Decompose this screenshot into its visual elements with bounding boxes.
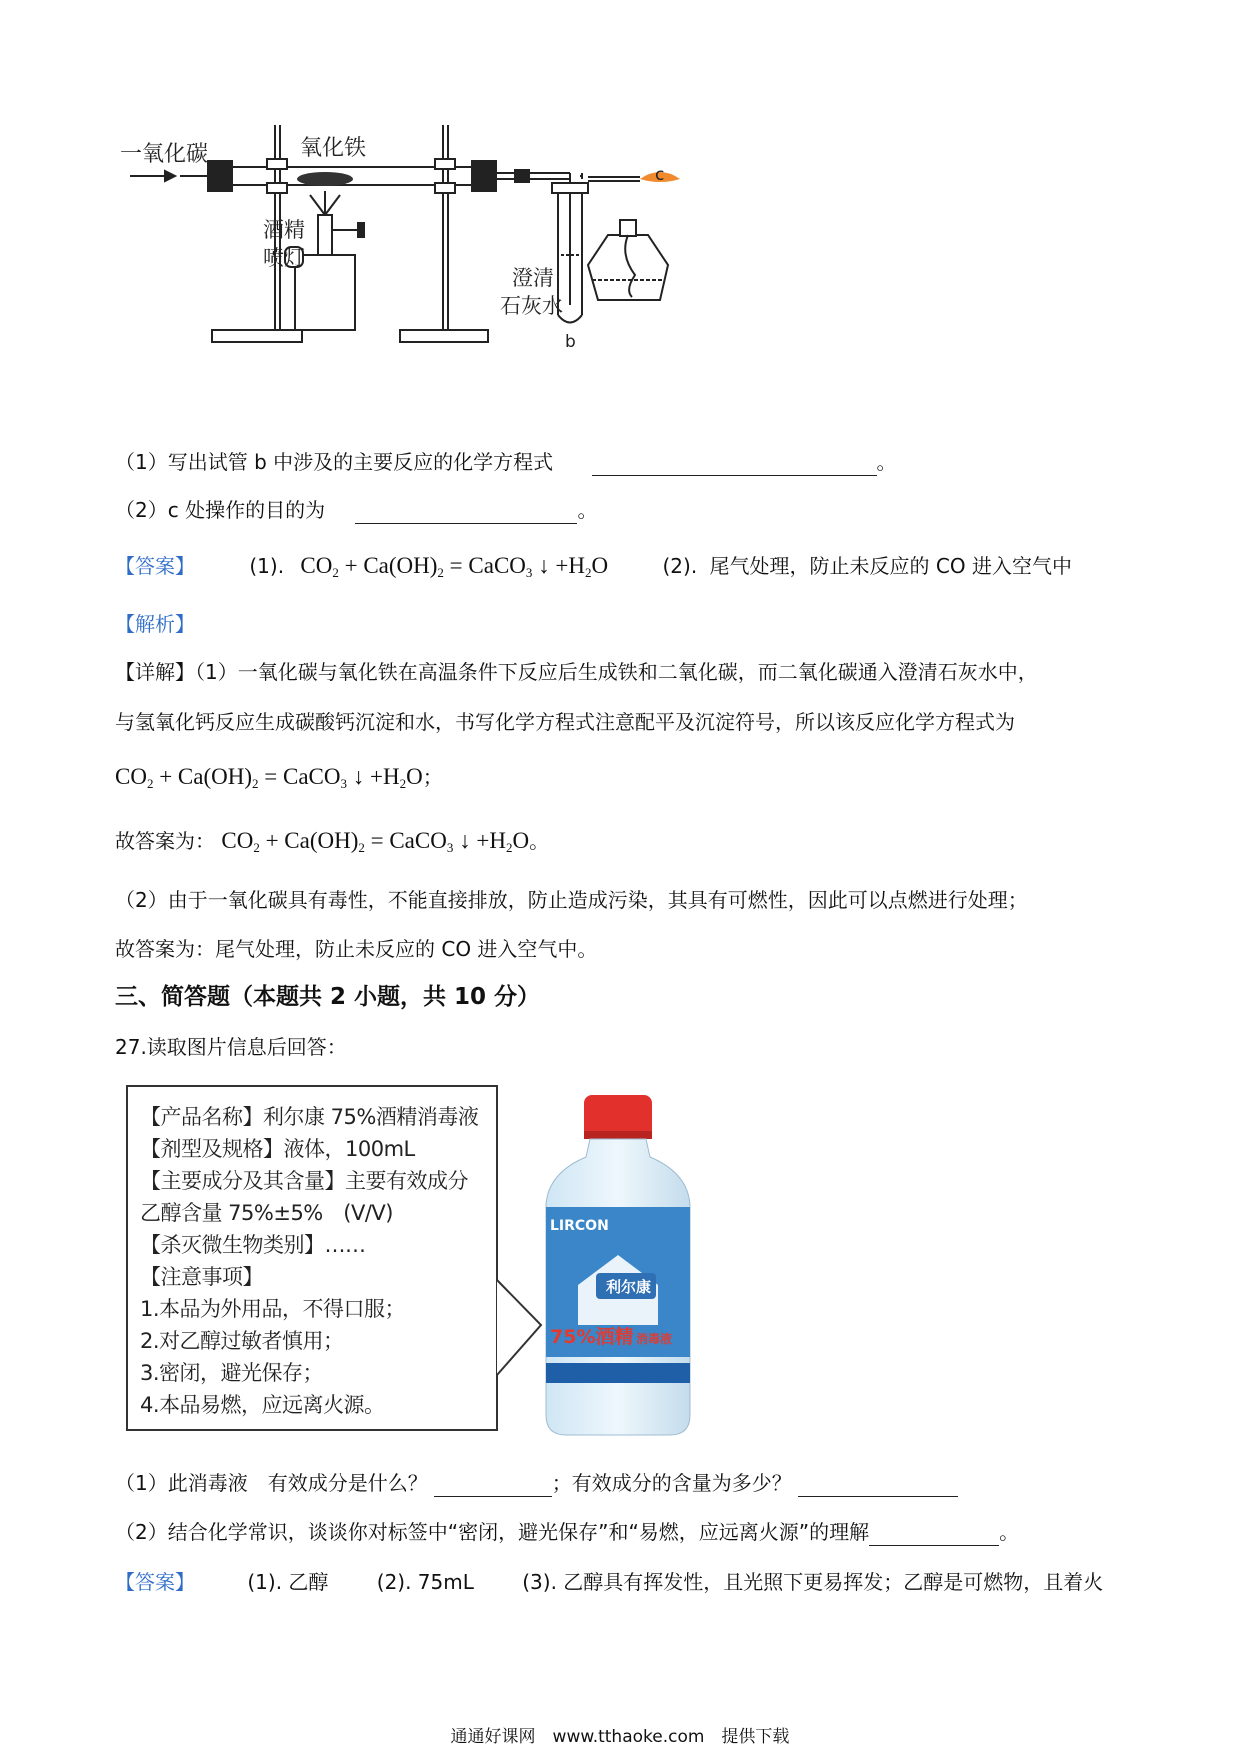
detail-line-1: 【详解】（1）一氧化碳与氧化铁在高温条件下反应后生成铁和二氧化碳，而二氧化碳通入澄清石灰水中， bbox=[115, 660, 1038, 684]
label-row-1: 【产品名称】利尔康 75%酒精消毒液 bbox=[140, 1105, 479, 1129]
label-c: c bbox=[655, 165, 665, 185]
bottle-product-suffix: 消毒液 bbox=[636, 1332, 673, 1346]
label-b: b bbox=[565, 332, 576, 352]
answer-row-2: 【答案】 (1). 乙醇 (2). 75mL (3). 乙醇具有挥发性，且光照下更易挥发；乙醇是可燃物，且着火 bbox=[115, 1570, 1104, 1594]
label-limewater-1: 澄清 bbox=[512, 266, 554, 290]
section-3-heading: 三、简答题（本题共 2 小题，共 10 分） bbox=[115, 984, 541, 1010]
label-row-9: 3.密闭，避光保存； bbox=[140, 1361, 324, 1385]
label-lamp-1: 酒精 bbox=[263, 218, 305, 242]
label-row-3: 【主要成分及其含量】主要有效成分 bbox=[140, 1169, 468, 1193]
detail-line-6: 故答案为：尾气处理，防止未反应的 CO 进入空气中。 bbox=[115, 937, 598, 961]
label-row-5: 【杀灭微生物类别】…… bbox=[140, 1233, 366, 1257]
answer-tag: 【答案】 bbox=[115, 554, 195, 578]
label-row-4: 乙醇含量 75%±5% (V/V) bbox=[140, 1201, 393, 1225]
detail-line-5: （2）由于一氧化碳具有毒性，不能直接排放，防止造成污染，其具有可燃性，因此可以点燃进行处理； bbox=[115, 888, 1028, 912]
label-carbon-monoxide: 一氧化碳 bbox=[120, 142, 209, 167]
label-lamp-2: 喷灯 bbox=[263, 246, 305, 270]
answer-blank-27-1b[interactable] bbox=[798, 1474, 958, 1497]
page-footer: 通通好课网 www.tthaoke.com 提供下载 bbox=[450, 1727, 790, 1747]
answer-row-1: 【答案】 (1). $CO_2 + Ca(OH)_2$ = CaCO$_3$ ↓ $+H_2O$ (2). 尾气处理，防止未反应的 CO 进入空气中 bbox=[115, 553, 1072, 580]
label-row-6: 【注意事项】 bbox=[140, 1265, 263, 1289]
bottle-brand: LIRCON bbox=[550, 1218, 609, 1234]
bottle-brand-cn: 利尔康 bbox=[606, 1278, 652, 1296]
answer-blank-27-2[interactable] bbox=[869, 1523, 999, 1546]
question-2: （2）c 处操作的目的为 。 bbox=[115, 498, 598, 522]
label-limewater-2: 石灰水 bbox=[500, 294, 563, 318]
equation-2: $CO_2 + Ca(OH)_2$ = CaCO$_3$ ↓ $+H_2O$ bbox=[115, 764, 423, 791]
equation-3: $CO_2 + Ca(OH)_2$ = CaCO$_3$ ↓ $+H_2O$ bbox=[221, 828, 530, 855]
question-27-1: （1）此消毒液 有效成分是什么？ ；有效成分的含量为多少？ bbox=[115, 1469, 958, 1497]
bottle-product: 75%酒精 bbox=[550, 1326, 634, 1348]
answer-tag-2: 【答案】 bbox=[115, 1570, 195, 1594]
question-27-2: （2）结合化学常识，谈谈你对标签中“密闭，避光保存”和“易燃，应远离火源”的理解 。 bbox=[115, 1520, 1020, 1544]
analysis-tag: 【解析】 bbox=[115, 612, 195, 636]
label-row-10: 4.本品易燃，应远离火源。 bbox=[140, 1393, 385, 1417]
answer-blank-27-1a[interactable] bbox=[434, 1474, 552, 1497]
detail-line-2: 与氢氧化钙反应生成碳酸钙沉淀和水，书写化学方程式注意配平及沉淀符号，所以该反应化学方程式为 bbox=[115, 710, 1015, 734]
detail-line-4: 故答案为： $CO_2 + Ca(OH)_2$ = CaCO$_3$ ↓ $+H_2O$。 bbox=[115, 828, 550, 855]
label-iron-oxide: 氧化铁 bbox=[300, 136, 367, 161]
label-row-2: 【剂型及规格】液体，100mL bbox=[140, 1137, 415, 1161]
label-row-7: 1.本品为外用品，不得口服； bbox=[140, 1297, 406, 1321]
experiment-apparatus-diagram bbox=[120, 115, 740, 355]
equation-1: $CO_2 + Ca(OH)_2$ = CaCO$_3$ ↓ $+H_2O$ bbox=[300, 553, 609, 580]
disinfectant-bottle-image bbox=[538, 1095, 698, 1440]
detail-line-3: $CO_2 + Ca(OH)_2$ = CaCO$_3$ ↓ $+H_2O$； bbox=[115, 764, 443, 791]
question-27: 27.读取图片信息后回答： bbox=[115, 1035, 347, 1059]
question-1: （1）写出试管 b 中涉及的主要反应的化学方程式 。 bbox=[115, 450, 897, 474]
answer-blank-2[interactable] bbox=[355, 501, 577, 524]
answer-blank-1[interactable] bbox=[592, 453, 877, 476]
product-label-box bbox=[126, 1085, 498, 1431]
label-row-8: 2.对乙醇过敏者慎用； bbox=[140, 1329, 344, 1353]
